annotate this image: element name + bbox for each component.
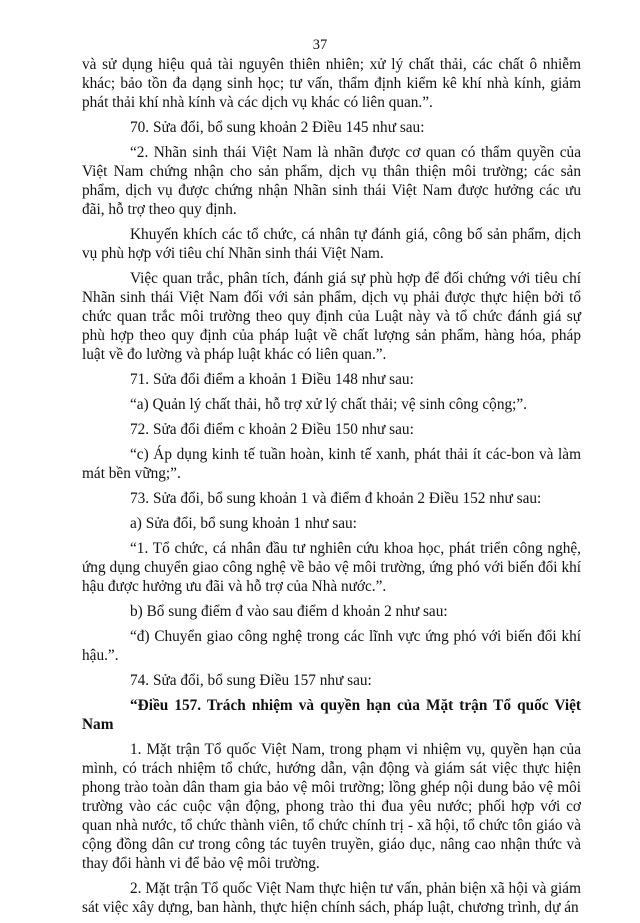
paragraph-clause-2-eco-label: “2. Nhãn sinh thái Việt Nam là nhãn được cơ quan có thẩm quyền của Việt Nam chứng nhận cho sản phẩm, dịch vụ thân thiện môi trường; các sản phẩm, dịch vụ được chứng nhận Nhãn sinh thái Việt Nam được hưởng các ưu đãi, hỗ trợ theo quy định. bbox=[82, 144, 581, 218]
paragraph-point-c: “c) Áp dụng kinh tế tuần hoàn, kinh tế xanh, phát thải ít các-bon và làm mát bền vững;”. bbox=[82, 446, 581, 482]
paragraph-continuation: và sử dụng hiệu quả tài nguyên thiên nhiên; xử lý chất thải, các chất ô nhiễm khác; bảo tồn đa dạng sinh học; tư vấn, thẩm định kiểm kê khí nhà kính, giảm phát thải khí nhà kính và các dịch vụ khác có liên quan.”. bbox=[82, 56, 581, 111]
paragraph-article-157-clause-2: 2. Mặt trận Tổ quốc Việt Nam thực hiện tư vấn, phản biện xã hội và giám sát việc xây dựng, ban hành, thực hiện chính sách, pháp luật, chương trình, dự án bbox=[82, 880, 581, 916]
paragraph-amendment-71: 71. Sửa đổi điểm a khoản 1 Điều 148 như sau: bbox=[130, 371, 414, 388]
paragraph-amendment-73: 73. Sửa đổi, bổ sung khoản 1 và điểm đ khoản 2 Điều 152 như sau: bbox=[130, 490, 542, 507]
paragraph-self-assessment: Khuyến khích các tổ chức, cá nhân tự đánh giá, công bố sản phẩm, dịch vụ phù hợp với tiêu chí Nhãn sinh thái Việt Nam. bbox=[82, 226, 581, 262]
document-body bbox=[82, 55, 581, 923]
paragraph-sub-b: b) Bổ sung điểm đ vào sau điểm d khoản 2 như sau: bbox=[130, 603, 448, 620]
paragraph-amendment-74: 74. Sửa đổi, bổ sung Điều 157 như sau: bbox=[130, 672, 372, 689]
paragraph-point-dd: “đ) Chuyển giao công nghệ trong các lĩnh vực ứng phó với biến đổi khí hậu.”. bbox=[82, 628, 581, 664]
paragraph-amendment-70: 70. Sửa đổi, bổ sung khoản 2 Điều 145 như sau: bbox=[130, 119, 425, 136]
paragraph-clause-1-research: “1. Tổ chức, cá nhân đầu tư nghiên cứu khoa học, phát triển công nghệ, ứng dụng chuyển giao công nghệ về bảo vệ môi trường, ứng phó với biến đổi khí hậu được hưởng ưu đãi và hỗ trợ của Nhà nước.”. bbox=[82, 540, 581, 595]
article-157-heading: “Điều 157. Trách nhiệm và quyền hạn của Mặt trận Tổ quốc Việt Nam bbox=[82, 697, 581, 733]
paragraph-amendment-72: 72. Sửa đổi điểm c khoản 2 Điều 150 như sau: bbox=[130, 421, 414, 438]
paragraph-article-157-clause-1: 1. Mặt trận Tổ quốc Việt Nam, trong phạm vi nhiệm vụ, quyền hạn của mình, có trách nhiệm tổ chức, hướng dẫn, vận động và giám sát việc thực hiện phong trào toàn dân tham gia bảo vệ môi trường; lồng ghép nội dung bảo vệ môi trường vào các cuộc vận động, phong trào thi đua yêu nước; phối hợp với cơ quan nhà nước, tổ chức thành viên, tổ chức chính trị - xã hội, tổ chức tôn giáo và cộng đồng dân cư trong công tác tuyên truyền, giáo dục, nâng cao nhận thức và thay đổi hành vi để bảo vệ môi trường. bbox=[82, 741, 581, 872]
paragraph-point-a: “a) Quản lý chất thải, hỗ trợ xử lý chất thải; vệ sinh công cộng;”. bbox=[130, 396, 527, 413]
paragraph-monitoring: Việc quan trắc, phân tích, đánh giá sự phù hợp để đối chứng với tiêu chí Nhãn sinh thái Việt Nam đối với sản phẩm, dịch vụ phải được thực hiện bởi tổ chức quan trắc môi trường theo quy định của Luật này và tổ chức đánh giá sự phù hợp theo quy định của pháp luật về chất lượng sản phẩm, hàng hóa, pháp luật về đo lường và pháp luật khác có liên quan.”. bbox=[82, 270, 581, 363]
paragraph-sub-a: a) Sửa đổi, bổ sung khoản 1 như sau: bbox=[130, 515, 357, 532]
page-number: 37 bbox=[312, 37, 328, 53]
